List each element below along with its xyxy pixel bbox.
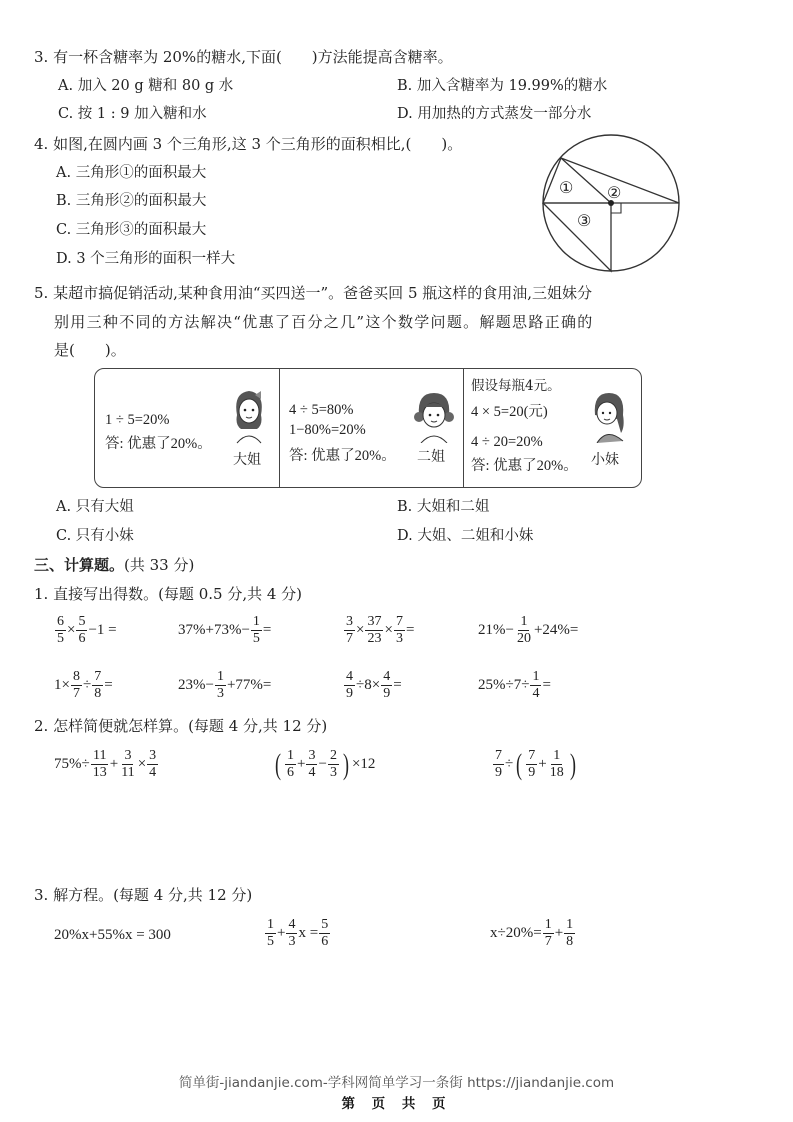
section3-score: (共 33 分) <box>124 556 195 574</box>
fraction <box>344 669 355 702</box>
fraction <box>76 614 87 647</box>
fraction-numerator: 1 <box>287 748 294 763</box>
math-token: ÷ <box>505 756 514 772</box>
fraction-denominator: 3 <box>329 765 337 780</box>
fraction <box>91 748 109 781</box>
math-token: ÷8× <box>356 677 381 693</box>
math-token: + <box>554 925 564 941</box>
figure-shape <box>414 412 424 422</box>
fraction <box>344 614 355 647</box>
sister3-name: 小妹 <box>591 452 619 468</box>
close-paren: ) <box>342 747 349 781</box>
math-token: −1 = <box>88 622 117 638</box>
fraction-numerator: 7 <box>495 748 502 763</box>
fraction <box>394 614 405 647</box>
label-1: ① <box>559 178 574 197</box>
fraction-numerator: 4 <box>288 917 296 932</box>
fraction-denominator: 6 <box>78 631 86 646</box>
panel-divider <box>463 369 464 487</box>
math-token: 37%+73%− <box>178 622 250 638</box>
figure-shape <box>239 399 259 423</box>
fraction <box>147 748 158 781</box>
fraction-denominator: 5 <box>57 631 64 646</box>
fraction-denominator: 4 <box>308 765 316 780</box>
math-token: +77%= <box>226 677 272 693</box>
fraction-denominator: 4 <box>532 686 540 701</box>
fraction-numerator: 7 <box>395 614 403 629</box>
sister1-line-2: 答: 优惠了20%。 <box>105 436 212 452</box>
p3-item-2 <box>264 917 331 950</box>
fraction <box>251 614 262 647</box>
figure-shape <box>437 414 440 417</box>
fraction <box>71 669 82 702</box>
sister3-line-4: 答: 优惠了20%。 <box>471 458 578 474</box>
fraction-numerator: 37 <box>367 614 382 629</box>
q3-option-c: C. 按 1 : 9 加入糖和水 <box>58 106 207 122</box>
p1-item-5 <box>54 669 113 702</box>
p2-item-2 <box>272 748 375 781</box>
fraction <box>515 614 533 647</box>
sister2-line-1: 4 ÷ 5=80% <box>289 402 354 418</box>
fraction <box>543 917 554 950</box>
fraction-numerator: 1 <box>216 669 224 684</box>
fraction <box>526 748 537 781</box>
sister2-name: 二姐 <box>417 449 445 465</box>
fraction-denominator: 11 <box>121 765 135 780</box>
q5-option-a: A. 只有大姐 <box>56 499 134 515</box>
fraction-denominator: 6 <box>287 765 294 780</box>
q3-option-a: A. 加入 20 g 糖和 80 g 水 <box>58 78 234 94</box>
sister1-avatar-icon <box>229 385 269 445</box>
fraction-denominator: 3 <box>288 934 296 949</box>
fraction <box>285 748 296 781</box>
figure-shape <box>421 436 447 443</box>
math-token: 25%÷7÷ <box>478 677 530 693</box>
figure-shape <box>597 434 623 443</box>
fraction <box>306 748 317 781</box>
figure-shape <box>252 409 255 412</box>
fraction-denominator: 23 <box>367 631 382 646</box>
fraction-numerator: 1 <box>553 748 561 763</box>
math-token: x = <box>298 925 319 941</box>
fraction-denominator: 9 <box>495 765 502 780</box>
q3-stem: 3. 有一杯含糖率为 20%的糖水,下面( )方法能提高含糖率。 <box>34 48 453 66</box>
sister3-line-3: 4 ÷ 20=20% <box>471 434 543 450</box>
fraction-denominator: 3 <box>216 686 224 701</box>
fraction-numerator: 7 <box>528 748 536 763</box>
fraction-denominator: 7 <box>346 631 353 646</box>
fraction-numerator: 2 <box>329 748 337 763</box>
p3-item-1: 20%x+55%x = 300 <box>54 927 171 943</box>
fraction <box>328 748 339 781</box>
fraction <box>215 669 226 702</box>
q5-stem-line-1: 5. 某超市搞促销活动,某种食用油“买四送一”。爸爸买回 5 瓶这样的食用油,三姐妹分 <box>34 284 593 302</box>
figure-shape <box>429 414 432 417</box>
math-token: = <box>405 622 415 638</box>
math-token: 21%− <box>478 622 514 638</box>
fraction <box>92 669 103 702</box>
fraction-denominator: 18 <box>549 765 564 780</box>
sister2-line-3: 答: 优惠了20%。 <box>289 448 396 464</box>
figure-shape <box>609 412 611 414</box>
fraction <box>365 614 383 647</box>
p1-item-6 <box>178 669 271 702</box>
fraction-numerator: 8 <box>72 669 80 684</box>
math-token: × <box>384 622 393 638</box>
p3-title: 3. 解方程。(每题 4 分,共 12 分) <box>34 886 253 904</box>
fraction <box>548 748 566 781</box>
fraction-numerator: 1 <box>532 669 540 684</box>
fraction-denominator: 20 <box>516 631 531 646</box>
q4-option-d: D. 3 个三角形的面积一样大 <box>56 251 236 267</box>
fraction-denominator: 7 <box>544 934 552 949</box>
p1-item-1 <box>54 614 117 647</box>
math-token: 1× <box>54 677 70 693</box>
math-token: + <box>297 756 306 772</box>
math-token: = <box>104 677 113 693</box>
solutions-panel <box>94 368 642 488</box>
math-token: ×12 <box>351 756 376 772</box>
math-token: + <box>109 756 119 772</box>
p2-title: 2. 怎样简便就怎样算。(每题 4 分,共 12 分) <box>34 717 328 735</box>
open-paren: ( <box>275 747 281 781</box>
p1-item-8 <box>478 669 551 702</box>
fraction-numerator: 6 <box>57 614 64 629</box>
fraction-numerator: 1 <box>267 917 274 932</box>
section3-heading <box>34 555 194 575</box>
sister3-avatar-icon <box>589 389 629 443</box>
q4-stem: 4. 如图,在圆内画 3 个三角形,这 3 个三角形的面积相比,( )。 <box>34 135 463 153</box>
fraction-numerator: 1 <box>252 614 260 629</box>
fraction <box>319 917 330 950</box>
sister2-avatar-icon <box>413 387 455 443</box>
math-token: ÷ <box>82 677 92 693</box>
math-token: +24%= <box>533 622 579 638</box>
sister2-line-2: 1−80%=20% <box>289 422 366 438</box>
q3-option-b: B. 加入含糖率为 19.99%的糖水 <box>397 78 608 94</box>
fraction-denominator: 6 <box>321 934 329 949</box>
fraction-denominator: 13 <box>92 765 107 780</box>
q5-option-c: C. 只有小妹 <box>56 528 134 544</box>
fraction-denominator: 7 <box>72 686 80 701</box>
fraction <box>564 917 575 950</box>
q4-option-a: A. 三角形①的面积最大 <box>56 165 207 181</box>
math-token: × <box>67 622 76 638</box>
open-paren: ( <box>516 747 523 781</box>
math-token: x÷20%= <box>490 925 542 941</box>
label-3: ③ <box>577 211 592 230</box>
fraction-numerator: 11 <box>92 748 107 763</box>
fraction-denominator: 9 <box>346 686 353 701</box>
p1-item-3 <box>343 614 414 647</box>
q5-stem-line-3: 是( )。 <box>54 341 126 359</box>
fraction <box>530 669 541 702</box>
fraction-numerator: 3 <box>149 748 157 763</box>
panel-divider <box>279 369 280 487</box>
fraction <box>493 748 504 781</box>
q4-option-c: C. 三角形③的面积最大 <box>56 222 207 238</box>
q3-option-d: D. 用加热的方式蒸发一部分水 <box>397 106 592 122</box>
fraction-numerator: 7 <box>94 669 102 684</box>
figure-shape <box>237 436 261 443</box>
q5-stem-line-2: 别用三种不同的方法解决“优惠了百分之几”这个数学问题。解题思路正确的 <box>54 313 594 331</box>
figure-shape <box>444 412 454 422</box>
fraction-numerator: 4 <box>383 669 391 684</box>
q5-option-d: D. 大姐、二姐和小妹 <box>397 528 534 544</box>
q4-option-b: B. 三角形②的面积最大 <box>56 193 207 209</box>
fraction-numerator: 1 <box>520 614 528 629</box>
close-paren: ) <box>569 747 576 781</box>
p3-item-3 <box>490 917 576 950</box>
q5-option-b: B. 大姐和二姐 <box>397 499 490 515</box>
p1-title: 1. 直接写出得数。(每题 0.5 分,共 4 分) <box>34 585 303 603</box>
fraction-denominator: 9 <box>383 686 391 701</box>
math-token: − <box>318 756 327 772</box>
fraction-denominator: 4 <box>149 765 157 780</box>
label-2: ② <box>607 183 622 202</box>
sister3-line-1: 假设每瓶4元。 <box>471 378 561 394</box>
fraction-numerator: 4 <box>346 669 353 684</box>
fraction-numerator: 1 <box>544 917 552 932</box>
math-token: 75%÷ <box>54 756 90 772</box>
sister1-name: 大姐 <box>233 452 261 468</box>
fraction-denominator: 8 <box>94 686 102 701</box>
p2-item-1 <box>54 748 159 781</box>
fraction <box>119 748 136 781</box>
fraction-numerator: 5 <box>78 614 86 629</box>
fraction <box>381 669 392 702</box>
math-token: × <box>137 756 147 772</box>
footer-watermark: 简单街-jiandanjie.com-学科网简单学习一条街 https://jiandanjie.com <box>178 1075 615 1091</box>
figure-shape <box>602 412 604 414</box>
fraction <box>286 917 297 950</box>
fraction <box>265 917 276 950</box>
fraction <box>55 614 66 647</box>
p1-item-4 <box>478 614 578 647</box>
math-token: + <box>538 756 547 772</box>
fraction-numerator: 5 <box>321 917 329 932</box>
fraction-denominator: 3 <box>395 631 403 646</box>
sister3-line-2: 4 × 5=20(元) <box>471 404 548 420</box>
fraction-denominator: 9 <box>528 765 536 780</box>
math-token: 23%− <box>178 677 214 693</box>
p2-item-3 <box>492 748 579 781</box>
math-token: = <box>262 622 272 638</box>
fraction-denominator: 5 <box>252 631 260 646</box>
fraction-numerator: 3 <box>124 748 132 763</box>
fraction-numerator: 1 <box>566 917 574 932</box>
math-token: = <box>393 677 402 693</box>
p1-item-2 <box>178 614 271 647</box>
circle-triangles-figure <box>535 127 690 282</box>
math-token: × <box>356 622 365 638</box>
page-number: 第 页 共 页 <box>341 1096 452 1112</box>
fraction-denominator: 8 <box>566 934 574 949</box>
figure-shape <box>597 402 617 424</box>
sister1-line-1: 1 ÷ 5=20% <box>105 412 170 428</box>
p1-item-7 <box>343 669 402 702</box>
fraction-denominator: 5 <box>267 934 274 949</box>
math-token: = <box>542 677 551 693</box>
fraction-numerator: 3 <box>308 748 316 763</box>
math-token: + <box>277 925 286 941</box>
figure-shape <box>244 409 247 412</box>
section3-title: 三、计算题。 <box>34 556 125 574</box>
fraction-numerator: 3 <box>346 614 353 629</box>
